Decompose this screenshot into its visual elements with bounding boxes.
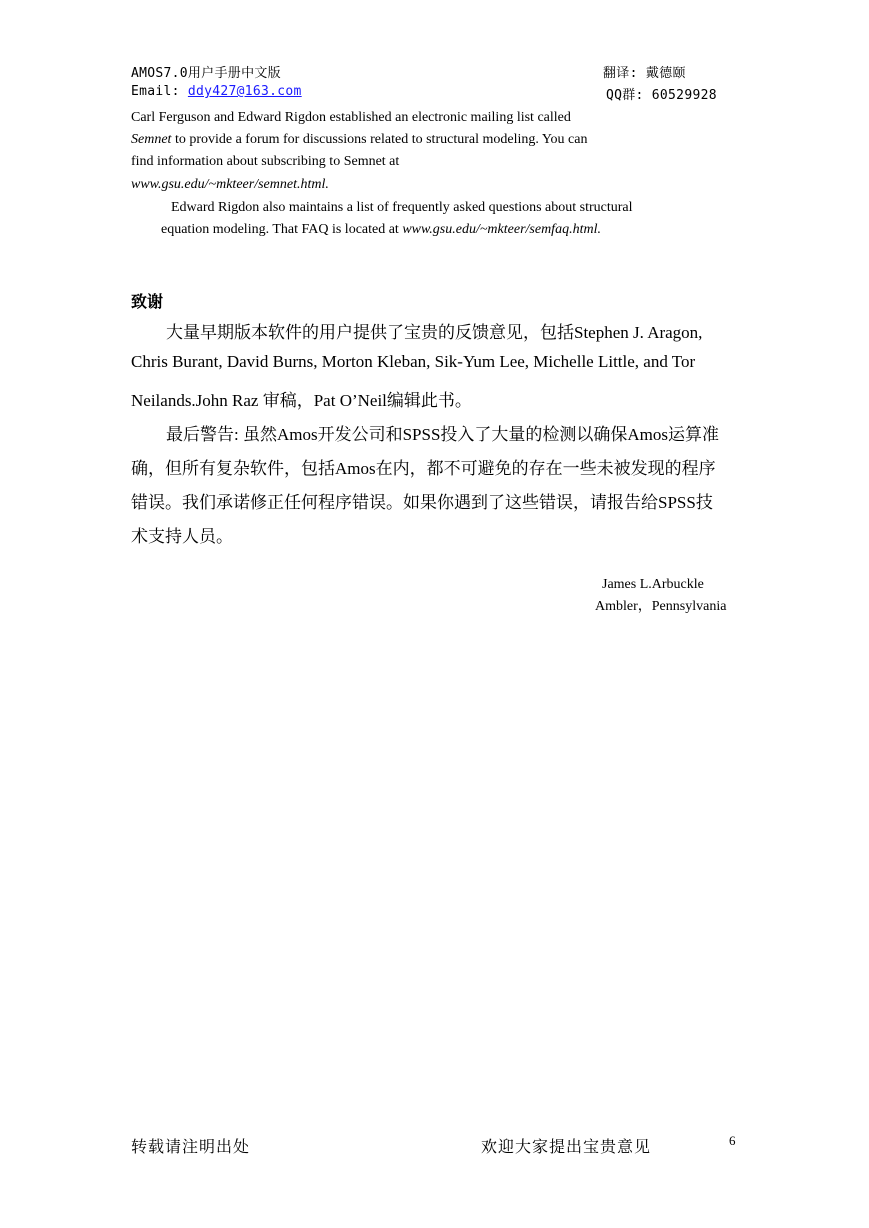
ack-p2-line-4: 术支持人员。: [131, 527, 233, 546]
ack-p1-line-1: 大量早期版本软件的用户提供了宝贵的反馈意见，包括Stephen J. Aragon,: [166, 323, 703, 342]
header-translator: 翻译: 戴德颐: [603, 66, 686, 81]
intro-line-1: Carl Ferguson and Edward Rigdon established an electronic mailing list called: [131, 110, 571, 125]
semnet-term: Semnet: [131, 132, 172, 147]
header-email: [131, 84, 302, 99]
ack-p2-line-1: 最后警告: 虽然Amos开发公司和SPSS投入了大量的检测以确保Amos运算准: [166, 425, 720, 444]
footer-center: 欢迎大家提出宝贵意见: [481, 1139, 652, 1156]
email-label: Email:: [131, 84, 180, 99]
intro-line-2: [131, 129, 587, 151]
footer-left: 转载请注明出处: [131, 1139, 251, 1156]
header-title: AMOS7.0用户手册中文版: [131, 66, 281, 81]
ack-p2-line-2: 确，但所有复杂软件，包括Amos在内，都不可避免的存在一些未被发现的程序: [131, 459, 716, 478]
email-link[interactable]: ddy427@163.com: [187, 84, 302, 99]
ack-p2-line-3: 错误。我们承诺修正任何程序错误。如果你遇到了这些错误，请报告给SPSS技: [131, 493, 713, 512]
acknowledgments-heading: 致谢: [131, 294, 164, 311]
ack-p1-line-3: Neilands.John Raz 审稿，Pat O’Neil编辑此书。: [131, 391, 472, 410]
faq-line-2-text: equation modeling. That FAQ is located at: [161, 222, 403, 237]
faq-url[interactable]: www.gsu.edu/~mkteer/semfaq.html.: [402, 222, 601, 237]
semnet-url[interactable]: www.gsu.edu/~mkteer/semnet.html.: [131, 177, 329, 192]
header-qq: QQ群: 60529928: [606, 88, 717, 103]
ack-p1-line-2: Chris Burant, David Burns, Morton Kleban, Sik-Yum Lee, Michelle Little, and Tor: [131, 352, 696, 371]
signature-location: Ambler，Pennsylvania: [595, 599, 727, 614]
faq-line-2: [161, 219, 601, 241]
faq-line-1: Edward Rigdon also maintains a list of frequently asked questions about structural: [171, 200, 633, 215]
page-number: 6: [729, 1133, 736, 1148]
intro-line-3: find information about subscribing to Semnet at: [131, 154, 400, 169]
intro-line-2-text: to provide a forum for discussions related to structural modeling. You can: [171, 132, 588, 147]
signature-name: James L.Arbuckle: [602, 577, 704, 592]
